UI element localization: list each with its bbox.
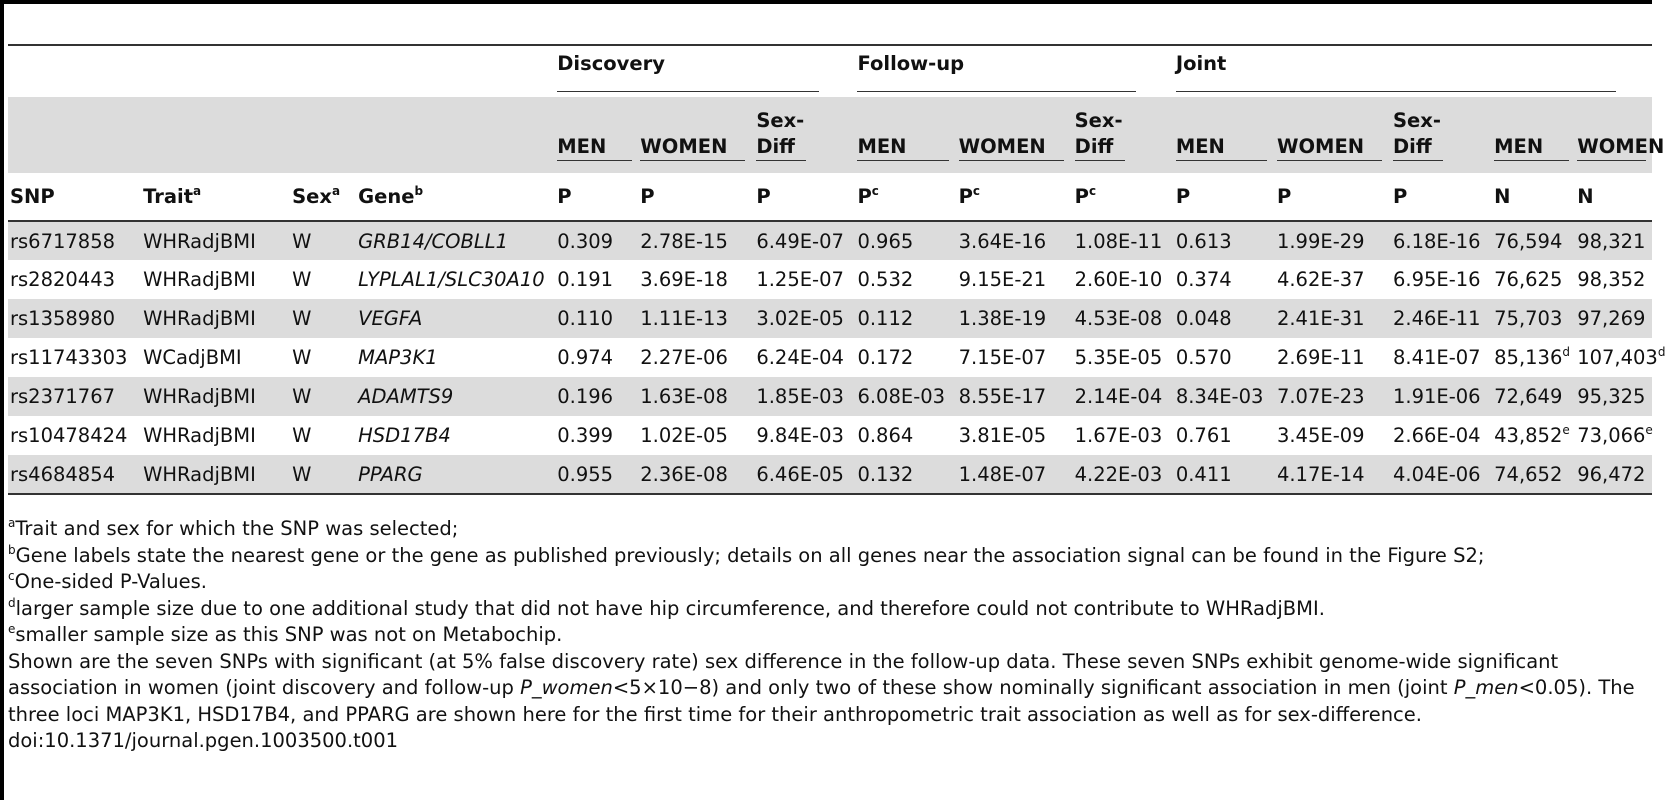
cell-disc-men: 0.191 (557, 268, 614, 291)
cell-snp: rs1358980 (10, 307, 116, 330)
col-gene: Gene$^b$ (356, 173, 555, 221)
results-table (8, 44, 1665, 495)
cell-joint-women: 1.99E-29 (1276, 229, 1365, 253)
cell-disc-sexdiff: 1.85E-03 (756, 385, 844, 408)
cell-fu-sexdiff: 1.08E-11 (1074, 229, 1163, 253)
cell-joint-men: 0.613 (1175, 229, 1232, 253)
cell-joint-sexdiff: 1.91E-06 (1393, 385, 1481, 408)
stat-fu-sexdiff: $P^c$ (1073, 173, 1174, 221)
cell-joint-women: 2.69E-11 (1276, 346, 1365, 369)
col-disc-sexdiff: Sex-Diff (756, 108, 806, 161)
cell-trait: WCadjBMI (143, 346, 242, 369)
cell-disc-sexdiff: 3.02E-05 (756, 307, 844, 330)
cell-n-men: 75,703 (1494, 307, 1563, 330)
cell-disc-women: 2.27E-06 (640, 346, 728, 369)
cell-disc-men: 0.974 (557, 346, 614, 369)
cell-trait: WHRadjBMI (143, 424, 256, 447)
cell-disc-men: 0.110 (557, 307, 614, 330)
cell-joint-women: 3.45E-09 (1276, 424, 1365, 447)
cell-snp: rs11743303 (10, 346, 128, 369)
cell-n-men: 74,652 (1492, 455, 1575, 494)
cell-n-men: 72,649 (1494, 385, 1563, 408)
left-border (0, 0, 4, 800)
col-disc-men: MEN (557, 134, 632, 161)
col-joint-women: WOMEN (1277, 134, 1382, 161)
table-row (8, 260, 1652, 299)
cell-gene: ADAMTS9 (358, 385, 454, 408)
stat-fu-men: $P^c$ (855, 173, 956, 221)
cell-snp: rs2371767 (10, 385, 116, 408)
top-border (0, 0, 1652, 4)
stat-disc-women: P (638, 173, 754, 221)
cell-fu-women: 7.15E-07 (958, 346, 1047, 369)
cell-trait: WHRadjBMI (143, 229, 256, 253)
group-discovery: Discovery (557, 52, 819, 92)
cell-joint-men: 8.34E-03 (1175, 385, 1264, 408)
cell-fu-sexdiff: 4.53E-08 (1074, 307, 1163, 330)
cell-sex: W (292, 307, 312, 330)
col-joint-men: MEN (1176, 134, 1267, 161)
cell-trait: WHRadjBMI (143, 307, 256, 330)
stat-disc-men: P (555, 173, 638, 221)
cell-n-men: 76,594 (1494, 229, 1563, 253)
cell-joint-sexdiff: 6.18E-16 (1393, 229, 1481, 253)
cell-disc-sexdiff: 1.25E-07 (756, 268, 844, 291)
stat-fu-women: $P^c$ (957, 173, 1073, 221)
cell-fu-sexdiff: 4.22E-03 (1073, 455, 1174, 494)
cell-sex: W (292, 346, 312, 369)
col-disc-women: WOMEN (640, 134, 745, 161)
cell-n-women: 98,321 (1577, 229, 1646, 253)
cell-fu-men: 0.172 (857, 346, 914, 369)
footnote-e: $^e$smaller sample size as this SNP was not on Metabochip. (8, 622, 563, 646)
col-n-women: WOMEN (1577, 134, 1646, 161)
cell-fu-men: 0.532 (857, 268, 914, 291)
cell-fu-sexdiff: 5.35E-05 (1074, 346, 1163, 369)
cell-joint-sexdiff: 8.41E-07 (1393, 346, 1481, 369)
group-header-row (8, 45, 1652, 97)
cell-disc-men: 0.196 (557, 385, 614, 408)
cell-gene: GRB14/COBLL1 (358, 229, 509, 253)
cell-n-men: 76,625 (1494, 268, 1563, 291)
stat-joint-sexdiff: P (1391, 173, 1492, 221)
col-fu-women: WOMEN (959, 134, 1064, 161)
cell-n-women: 96,472 (1575, 455, 1652, 494)
cell-fu-men: 6.08E-03 (857, 385, 946, 408)
cell-disc-women: 2.36E-08 (638, 455, 754, 494)
table-row (8, 377, 1652, 416)
cell-disc-sexdiff: 9.84E-03 (756, 424, 844, 447)
cell-disc-sexdiff: 6.49E-07 (756, 229, 844, 253)
group-followup: Follow-up (857, 52, 1136, 92)
cell-disc-sexdiff: 6.46E-05 (754, 455, 855, 494)
cell-n-women: 97,269 (1577, 307, 1646, 330)
footnote-a: $^a$Trait and sex for which the SNP was selected; (8, 516, 459, 540)
table-body (8, 221, 1665, 494)
cell-snp: rs4684854 (8, 455, 141, 494)
cell-gene: PPARG (356, 455, 555, 494)
cell-disc-women: 1.63E-08 (640, 385, 728, 408)
cell-snp: rs2820443 (10, 268, 116, 291)
cell-joint-women: 2.41E-31 (1276, 307, 1365, 330)
col-fu-sexdiff: Sex-Diff (1075, 108, 1125, 161)
group-joint: Joint (1176, 52, 1616, 92)
results-table-container (8, 44, 1665, 495)
table-row (8, 416, 1652, 455)
cell-fu-men: 0.864 (857, 424, 914, 447)
table-row (8, 221, 1652, 260)
cell-gene: MAP3K1 (358, 346, 438, 369)
stat-disc-sexdiff: P (754, 173, 855, 221)
cell-n-women: 73,066e (1577, 423, 1653, 447)
stat-joint-women: P (1275, 173, 1391, 221)
cell-n-women: 107,403$^d$ (1577, 345, 1665, 369)
column-label-row (8, 97, 1652, 173)
cell-fu-women: 1.48E-07 (957, 455, 1073, 494)
cell-fu-sexdiff: 1.67E-03 (1074, 424, 1163, 447)
cell-disc-men: 0.399 (557, 424, 614, 447)
cell-n-women: 95,325 (1577, 385, 1646, 408)
cell-fu-women: 8.55E-17 (958, 385, 1047, 408)
cell-fu-women: 3.64E-16 (958, 229, 1047, 253)
stat-n-men: N (1492, 173, 1575, 221)
cell-gene: HSD17B4 (358, 424, 451, 447)
cell-disc-sexdiff: 6.24E-04 (756, 346, 844, 369)
cell-disc-men: 0.309 (557, 229, 614, 253)
cell-fu-women: 1.38E-19 (958, 307, 1047, 330)
cell-trait: WHRadjBMI (143, 268, 256, 291)
col-sex: Sex$^a$ (290, 173, 356, 221)
cell-disc-women: 1.11E-13 (640, 307, 728, 330)
cell-n-women: 98,352 (1577, 268, 1646, 291)
cell-fu-sexdiff: 2.60E-10 (1074, 268, 1163, 291)
footnote-d: $^d$larger sample size due to one additional study that did not have hip circumference, and therefore could not contribute to WHRadjBMI. (8, 595, 1325, 620)
cell-snp: rs10478424 (10, 424, 128, 447)
cell-sex: W (290, 455, 356, 494)
stat-joint-men: P (1174, 173, 1275, 221)
table-row (8, 455, 1652, 494)
cell-sex: W (292, 268, 312, 291)
stat-n-women: N (1575, 173, 1652, 221)
cell-joint-women: 7.07E-23 (1276, 385, 1365, 408)
cell-sex: W (292, 229, 312, 253)
cell-disc-women: 2.78E-15 (640, 229, 728, 253)
cell-fu-sexdiff: 2.14E-04 (1074, 385, 1163, 408)
cell-disc-women: 3.69E-18 (640, 268, 728, 291)
doi-text: doi:10.1371/journal.pgen.1003500.t001 (8, 729, 399, 752)
cell-sex: W (292, 424, 312, 447)
cell-fu-men: 0.965 (857, 229, 914, 253)
cell-gene: LYPLAL1/SLC30A10 (358, 268, 545, 291)
cell-joint-men: 0.570 (1175, 346, 1232, 369)
cell-joint-men: 0.761 (1175, 424, 1232, 447)
cell-gene: VEGFA (358, 307, 423, 330)
cell-trait: WHRadjBMI (141, 455, 290, 494)
cell-snp: rs6717858 (10, 229, 116, 253)
cell-fu-women: 3.81E-05 (958, 424, 1047, 447)
cell-fu-women: 9.15E-21 (958, 268, 1047, 291)
table-row (8, 338, 1652, 377)
cell-sex: W (292, 385, 312, 408)
cell-fu-men: 0.132 (855, 455, 956, 494)
col-fu-men: MEN (857, 134, 948, 161)
col-joint-sexdiff: Sex-Diff (1393, 108, 1443, 161)
table-footnotes (8, 516, 1648, 755)
cell-trait: WHRadjBMI (143, 385, 256, 408)
stat-label-row (8, 173, 1652, 221)
col-trait: Trait$^a$ (141, 173, 290, 221)
footnote-b: $^b$Gene labels state the nearest gene or the gene as published previously; details on all genes near the association signal can be found in the Figure S2; (8, 542, 1485, 567)
cell-n-men: 43,852e (1494, 423, 1570, 447)
cell-fu-men: 0.112 (857, 307, 914, 330)
table-row (8, 299, 1652, 338)
cell-joint-women: 4.17E-14 (1275, 455, 1391, 494)
cell-joint-sexdiff: 4.04E-06 (1391, 455, 1492, 494)
col-snp: SNP (8, 173, 141, 221)
footnote-c: $^c$One-sided P-Values. (8, 569, 208, 593)
cell-joint-sexdiff: 6.95E-16 (1393, 268, 1481, 291)
cell-disc-women: 1.02E-05 (640, 424, 728, 447)
table-caption: Shown are the seven SNPs with significant (at 5% false discovery rate) sex difference in the follow-up data. These seven SNPs exhibit genome-wide significant association in women (joint discovery and follow-up P_women<5×10−8) and only two of these show nominally significant association in men (joint P_men<0.05). The three loci MAP3K1, HSD17B4, and PPARG are shown here for the first time for their anthropometric trait association as well as for sex-difference. (8, 649, 1635, 726)
cell-joint-men: 0.374 (1175, 268, 1232, 291)
cell-joint-men: 0.411 (1174, 455, 1275, 494)
cell-disc-men: 0.955 (555, 455, 638, 494)
col-n-men: MEN (1494, 134, 1569, 161)
cell-joint-women: 4.62E-37 (1276, 268, 1365, 291)
cell-joint-sexdiff: 2.46E-11 (1393, 307, 1481, 330)
cell-joint-sexdiff: 2.66E-04 (1393, 424, 1481, 447)
cell-joint-men: 0.048 (1175, 307, 1232, 330)
cell-n-men: 85,136$^d$ (1494, 345, 1570, 369)
